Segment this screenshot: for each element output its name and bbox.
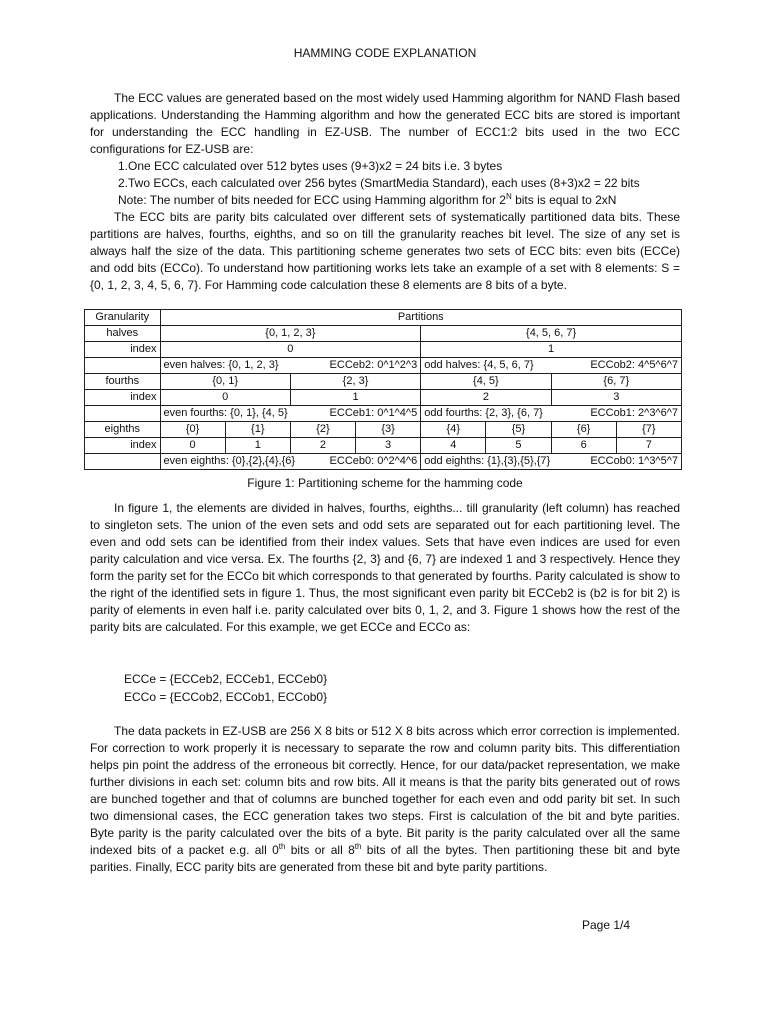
explanation-paragraph: In figure 1, the elements are divided in halves, fourths, eighths... till granularity (left column) has reached to singleton sets. The union of the even sets and odd sets are separated out for each partitioning level. The even and odd sets can be identified from their index values. Sets that have even indices are used for even parity calculation and vice versa. Ex. The fourths {2, 3} and {6, 7} are indexed 1 and 3 respectively. Hence they form the parity set for the ECCo bit which corresponds to that generated by fourths. Parity calculated is show to the right of the identified sets in figure 1. Thus, the most significant even parity bit ECCeb2 is (b2 is for bit 2) is parity of elements in even half i.e. parity calculated over bits 0, 1, 2, and 3. Figure 1 shows how the rest of the parity bits are calculated. For this example, we get ECCe and ECCo as:: [90, 501, 680, 634]
table-cell: {4, 5}: [421, 374, 551, 390]
table-cell: [85, 454, 161, 470]
table-cell: 1: [225, 438, 290, 454]
table-cell: 7: [616, 438, 681, 454]
table-cell: {5}: [486, 422, 551, 438]
data-packet-section: [90, 723, 680, 876]
data-packet-paragraph: [90, 723, 680, 876]
set-label: odd halves: {4, 5, 6, 7}: [424, 359, 534, 371]
table-cell: 0: [160, 438, 225, 454]
parity-formula: ECCeb1: 0^1^4^5: [329, 407, 418, 419]
paragraph-text: The data packets in EZ-USB are 256 X 8 bits or 512 X 8 bits across which error correction is implemented. For correction to work properly it is necessary to separate the row and column parity bits. This differentiation helps pin point the address of the erroneous bit correctly. Hence, for our data/packet representation, we make further divisions in each set: column bits and row bits. All it means is that the parity bits generated out of rows are bunched together and that of columns are bunched together for each even and odd parity bit set. In such two dimensional cases, the ECC generation takes two steps. First is calculation of the bit and byte parities. Byte parity is the parity calculated over the bits of a byte. Bit parity is the parity calculated over all the same indexed bits of a packet e.g. all 0: [90, 724, 680, 857]
table-cell: 4: [421, 438, 486, 454]
table-cell: {0, 1}: [160, 374, 290, 390]
parity-formula: ECCeb2: 0^1^2^3: [329, 359, 418, 371]
table-cell: {4}: [421, 422, 486, 438]
partition-table: [84, 309, 682, 470]
figure-caption: Figure 1: Partitioning scheme for the hamming code: [247, 476, 523, 490]
table-cell: [421, 358, 682, 374]
parity-formula: ECCob1: 2^3^6^7: [590, 407, 678, 419]
table-cell: {2, 3}: [290, 374, 420, 390]
note-text-post: bits is equal to 2xN: [511, 193, 617, 207]
table-cell: {2}: [290, 422, 355, 438]
intro-paragraph: The ECC values are generated based on the most widely used Hamming algorithm for NAND Flash based applications. Understanding the Hamming algorithm and how the generated ECC bits are stored is important for understanding the ECC handling in EZ-USB. The number of ECC1:2 bits used in the two ECC configurations for EZ-USB are:: [90, 91, 680, 156]
table-cell: 1: [421, 342, 682, 358]
table-cell: {0}: [160, 422, 225, 438]
table-cell: 3: [551, 390, 681, 406]
set-label: odd fourths: {2, 3}, {6, 7}: [424, 407, 543, 419]
set-label: even fourths: {0, 1}, {4, 5}: [163, 407, 288, 419]
table-cell: [160, 358, 421, 374]
row-label-halves: halves: [85, 326, 161, 342]
parity-formula: ECCeb0: 0^2^4^6: [329, 455, 418, 467]
parity-formula: ECCob0: 1^3^5^7: [590, 455, 678, 467]
table-cell: [160, 454, 421, 470]
table-cell: 6: [551, 438, 616, 454]
page-title: HAMMING CODE EXPLANATION: [293, 46, 477, 60]
superscript: th: [278, 842, 286, 851]
note-superscript: N: [505, 192, 512, 201]
row-label-index: index: [85, 390, 161, 406]
table-row: [85, 326, 682, 342]
table-row: [85, 342, 682, 358]
set-label: odd eighths: {1},{3},{5},{7}: [424, 455, 551, 467]
table-row: [85, 390, 682, 406]
table-cell: {6, 7}: [551, 374, 681, 390]
ecco-equation: ECCo = {ECCob2, ECCob1, ECCob0}: [124, 690, 328, 704]
table-cell: 0: [160, 342, 421, 358]
table-cell: {6}: [551, 422, 616, 438]
table-cell: [160, 406, 421, 422]
header-partitions: Partitions: [160, 310, 681, 326]
parity-formula: ECCob2: 4^5^6^7: [590, 359, 678, 371]
table-cell: 1: [290, 390, 420, 406]
row-label-eighths: eighths: [85, 422, 161, 438]
table-cell: [85, 358, 161, 374]
ecce-equation: ECCe = {ECCeb2, ECCeb1, ECCeb0}: [124, 672, 328, 686]
table-row: [85, 358, 682, 374]
table-row: [85, 406, 682, 422]
table-row: [85, 438, 682, 454]
table-cell: {1}: [225, 422, 290, 438]
table-row: [85, 422, 682, 438]
list-item: 2.Two ECCs, each calculated over 256 bytes (SmartMedia Standard), each uses (8+3)x2 = 22 bits: [118, 176, 640, 190]
paragraph-text: bits of all the bytes. Then partitioning these bit and byte parities. Finally, ECC parity bits are generated from these bit and byte parity partitions.: [90, 843, 681, 874]
explanation-section: [90, 500, 680, 636]
table-row: [85, 310, 682, 326]
table-cell: [421, 406, 682, 422]
table-cell: 0: [160, 390, 290, 406]
set-label: even eighths: {0},{2},{4},{6}: [163, 455, 296, 467]
row-label-fourths: fourths: [85, 374, 161, 390]
table-cell: 2: [290, 438, 355, 454]
table-cell: {4, 5, 6, 7}: [421, 326, 682, 342]
table-cell: {7}: [616, 422, 681, 438]
table-cell: {0, 1, 2, 3}: [160, 326, 421, 342]
note-text-pre: Note: The number of bits needed for ECC using Hamming algorithm for 2: [118, 193, 506, 207]
table-row: [85, 454, 682, 470]
partition-paragraph: The ECC bits are parity bits calculated over different sets of systematically partitioned data bits. These partitions are halves, fourths, eighths, and so on till the granularity reaches bit level. The size of any set is always half the size of the data. This partitioning scheme generates two sets of ECC bits: even bits (ECCe) and odd bits (ECCo). To understand how partitioning works lets take an example of a set with 8 elements: S = {0, 1, 2, 3, 4, 5, 6, 7}. For Hamming code calculation these 8 elements are 8 bits of a byte.: [90, 210, 680, 292]
table-cell: {3}: [356, 422, 421, 438]
note-line: [90, 192, 680, 209]
row-label-index: index: [85, 438, 161, 454]
table-cell: [421, 454, 682, 470]
page-number: Page 1/4: [582, 918, 631, 932]
set-label: even halves: {0, 1, 2, 3}: [163, 359, 279, 371]
paragraph-text: bits or all 8: [285, 843, 355, 857]
intro-section: [90, 90, 680, 294]
superscript: th: [354, 842, 362, 851]
header-granularity: Granularity: [85, 310, 161, 326]
table-cell: 2: [421, 390, 551, 406]
table-cell: 3: [356, 438, 421, 454]
table-cell: 5: [486, 438, 551, 454]
table-row: [85, 374, 682, 390]
list-item: 1.One ECC calculated over 512 bytes uses (9+3)x2 = 24 bits i.e. 3 bytes: [118, 159, 503, 173]
table-cell: [85, 406, 161, 422]
row-label-index: index: [85, 342, 161, 358]
